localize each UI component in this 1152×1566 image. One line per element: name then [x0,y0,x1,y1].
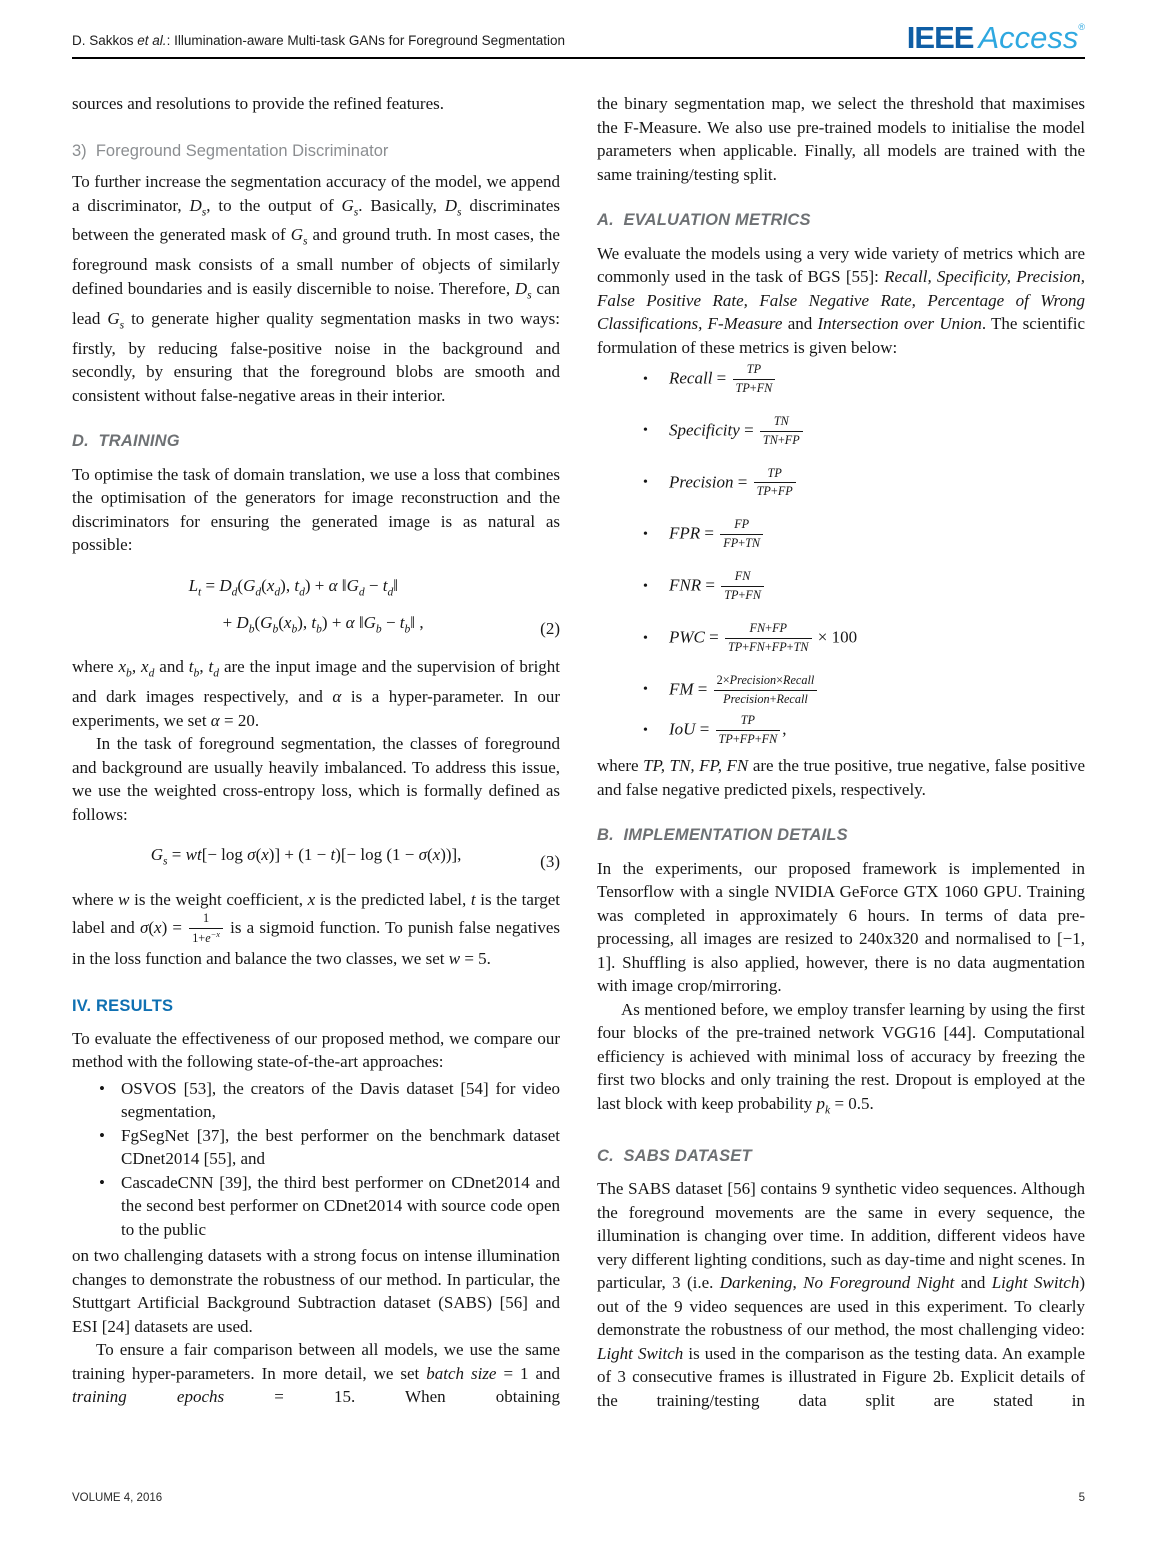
bullet-icon: • [643,682,648,698]
paragraph: To ensure a fair comparison between all models, we use the same training hyper-parameters. In more detail, we set batch size = 1 and training epochs = 15. When obtaining [72,1340,560,1407]
right-column [597,92,1085,1412]
formula-item: • Specificity = $\frac{TN}{TN+FP}$ [643,414,1085,449]
running-head: D. Sakkos et al.: Illumination-aware Multi-task GANs for Foreground Segmentation [72,33,565,48]
paragraph: To further increase the segmentation accuracy of the model, we append a discriminator, $D_s$, to the output of $G_s$. Basically, $D_s$ discriminates between the generated mask of $G_s$ and ground truth. In most cases, the foreground mask consists of a small number of objects of similarly defined boundaries and is easily discernible to noise. Therefore, $D_s$ can lead $G_s$ to generate higher quality segmentation masks in two ways: firstly, by reducing false-positive noise in the background and secondly, by ensuring that the foreground blobs are smooth and consistent without false-negative areas in their interior. [72,172,561,405]
bullet-icon: • [643,475,648,491]
fraction: $\frac{\text{2×Precision×Recall}}{\text{Precision+Recall}}$ [714,673,818,708]
paragraph: The SABS dataset [56] contains 9 synthetic video sequences. Although the foreground movements are the same in every sequence, the illumination is changing over time. In addition, different videos have very different lighting conditions, such as day-time and night scenes. In particular, 3 (i.e. Darkening, No Foreground Night and Light Switch) out of the 9 video sequences are used in this experiment. To clearly demonstrate the robustness of our method, the most challenging video: Light Switch is used in the comparison as the testing data. An example of 3 consecutive frames is illustrated in Figure 2b. Explicit details of the training/testing data split are stated in [597,1179,1086,1410]
formula-item: • FM = $\frac{\text{2×Precision×Recall}}{\text{Precision+Recall}}$ [643,673,1085,708]
bullet-icon: • [99,1172,105,1192]
equation [72,839,560,876]
formula-item: • PWC = $\frac{FN+FP}{TP+FN+FP+TN}$ × 100 [643,620,858,654]
bullet-icon: • [643,630,648,646]
equation-line: + $D_b(G_b(x_b)$, $t_b) + \alpha$ $‖G_b$ − $t_b‖$ , [222,612,424,636]
equation [72,570,560,645]
formula-item: • Recall = $\frac{TP}{TP+FN}$ [643,362,1085,397]
formula-item: • FNR = $\frac{FN}{TP+FN}$ [643,569,1085,604]
ieee-access-logo [907,22,1085,55]
section-heading: IV. RESULTS [72,997,174,1016]
bullet-icon: • [643,723,648,739]
list-item: • OSVOS [53], the creators of the Davis dataset [54] for video segmentation, [99,1077,560,1124]
ieee-wordmark: IEEE [906,20,974,55]
list-item: • FgSegNet [37], the best performer on the benchmark dataset CDnet2014 [55], and [99,1124,560,1171]
fraction: $\frac{TP}{TP+FP}$ [754,466,796,501]
section-heading: B. IMPLEMENTATION DETAILS [597,826,848,845]
bullet-icon: • [99,1078,105,1098]
bullet-icon: • [99,1125,105,1145]
paragraph: on two challenging datasets with a strong focus on intense illumination changes to demonstrate the robustness of our method. In particular, the Stuttgart Artificial Background Subtraction dataset (SABS) [56] and ESI [24] datasets are used. [72,1246,560,1336]
paragraph: where $x_b$, $x_d$ and $t_b$, $t_d$ are the input image and the supervision of bright and dark images respectively, and α is a hyper-parameter. In our experiments, we set α = 20. [72,657,561,730]
article-body [0,59,1152,1412]
paragraph: where TP, TN, FP, FN are the true positive, true negative, false positive and false negative predicted pixels, respectively. [597,756,1085,799]
paragraph: where w is the weight coefficient, x is the predicted label, t is the target label and σ(x) = $\frac{1}{1+e^{-x}}$ is a sigmoid function. To punish false negatives in the loss function and balance the two classes, we set w = 5. [72,889,561,968]
registered-mark-icon: ® [1078,22,1085,32]
bullet-icon: • [643,578,648,594]
fraction: $\frac{TP}{TP+FP+FN}$ [716,713,781,748]
equation-number: (2) [540,619,560,639]
paragraph: To optimise the task of domain translation, we use a loss that combines the optimisation of the generators for image reconstruction and the discriminators for ensuring the generated image is as natural as possible: [72,464,560,555]
page-footer [72,1492,1085,1504]
bullet-list [72,1077,560,1242]
volume-info: VOLUME 4, 2016 [72,1492,163,1504]
fraction: $\frac{TP}{TP+FN}$ [733,362,776,397]
formula-item: • FPR = $\frac{FP}{FP+TN}$ [643,517,1085,552]
list-item: • CascadeCNN [39], the third best performer on CDnet2014 and the second best performer on CDnet2014 with source code open to the public [99,1171,560,1242]
fraction: $\frac{1}{1+e^{-x}}$ [189,911,223,947]
bullet-icon: • [643,423,648,439]
paragraph: We evaluate the models using a very wide variety of metrics which are commonly used in the task of BGS [55]: Recall, Specificity, Precision, False Positive Rate, False Negative Rate, Percentage of Wrong Classifications, F-Measure and Intersection over Union. The scientific formulation of these metrics is given below: [597,243,1085,357]
section-heading: A. EVALUATION METRICS [597,211,811,229]
paragraph: sources and resolutions to provide the refined features. [72,94,444,113]
paragraph: To evaluate the effectiveness of our proposed method, we compare our method with the following state-of-the-art approaches: [72,1028,560,1072]
paragraph: the binary segmentation map, we select the threshold that maximises the F-Measure. We also use pre-trained models to initialise the model parameters when applicable. Finally, all models are trained with the same training/testing split. [597,94,1085,184]
subsection-heading: 3) Foreground Segmentation Discriminator [72,141,389,160]
section-heading: C. SABS DATASET [597,1146,752,1165]
equation-line: $G_s = wt[- \log \sigma(x)] + (1 - t)[- \log (1 - \sigma(x))]$, [150,845,462,868]
fraction: $\frac{FN+FP}{TP+FN+FP+TN}$ [725,621,812,656]
formula-item: • Precision = $\frac{TP}{TP+FP}$ [643,466,1085,501]
left-column [72,92,560,1412]
paragraph: In the experiments, our proposed framework is implemented in Tensorflow with a single NVIDIA GeForce GTX 1060 GPU. Training was completed in approximately 6 hours. In terms of data pre-processing, all images are resized to 240x320 and normalised to [−1, 1]. Shuffling is also applied, however, there is no data augmentation with image crop/mirroring. [597,858,1085,996]
equation-line: $L_t = D_d(G_d(x_d)$, $t_d) + \alpha$ $‖G_d$ − $t_d‖$ [188,575,399,598]
bullet-icon: • [643,371,648,387]
page-header [0,0,1152,55]
paragraph: As mentioned before, we employ transfer learning by using the first four blocks of the pre-trained network VGG16 [44]. Computational efficiency is achieved with minimal loss of accuracy by freezing the first two blocks and only training the rest. Dropout is employed at the last block with keep probability $p_k = 0.5$. [597,999,1085,1117]
page-number: 5 [1078,1492,1085,1504]
fraction: $\frac{FN}{TP+FN}$ [721,569,764,604]
equation-number: (3) [540,851,560,871]
paragraph: In the task of foreground segmentation, the classes of foreground and background are usually heavily imbalanced. To address this issue, we use the weighted cross-entropy loss, which is formally defined as follows: [72,734,560,824]
fraction: $\frac{FP}{FP+TN}$ [720,517,763,552]
formula-list [597,362,1085,748]
bullet-icon: • [643,526,648,542]
formula-item: • IoU = $\frac{TP}{TP+FP+FN}$ , [643,713,787,747]
fraction: $\frac{TN}{TN+FP}$ [760,414,803,449]
access-wordmark: Access [978,20,1079,55]
section-heading: D. TRAINING [72,432,180,451]
